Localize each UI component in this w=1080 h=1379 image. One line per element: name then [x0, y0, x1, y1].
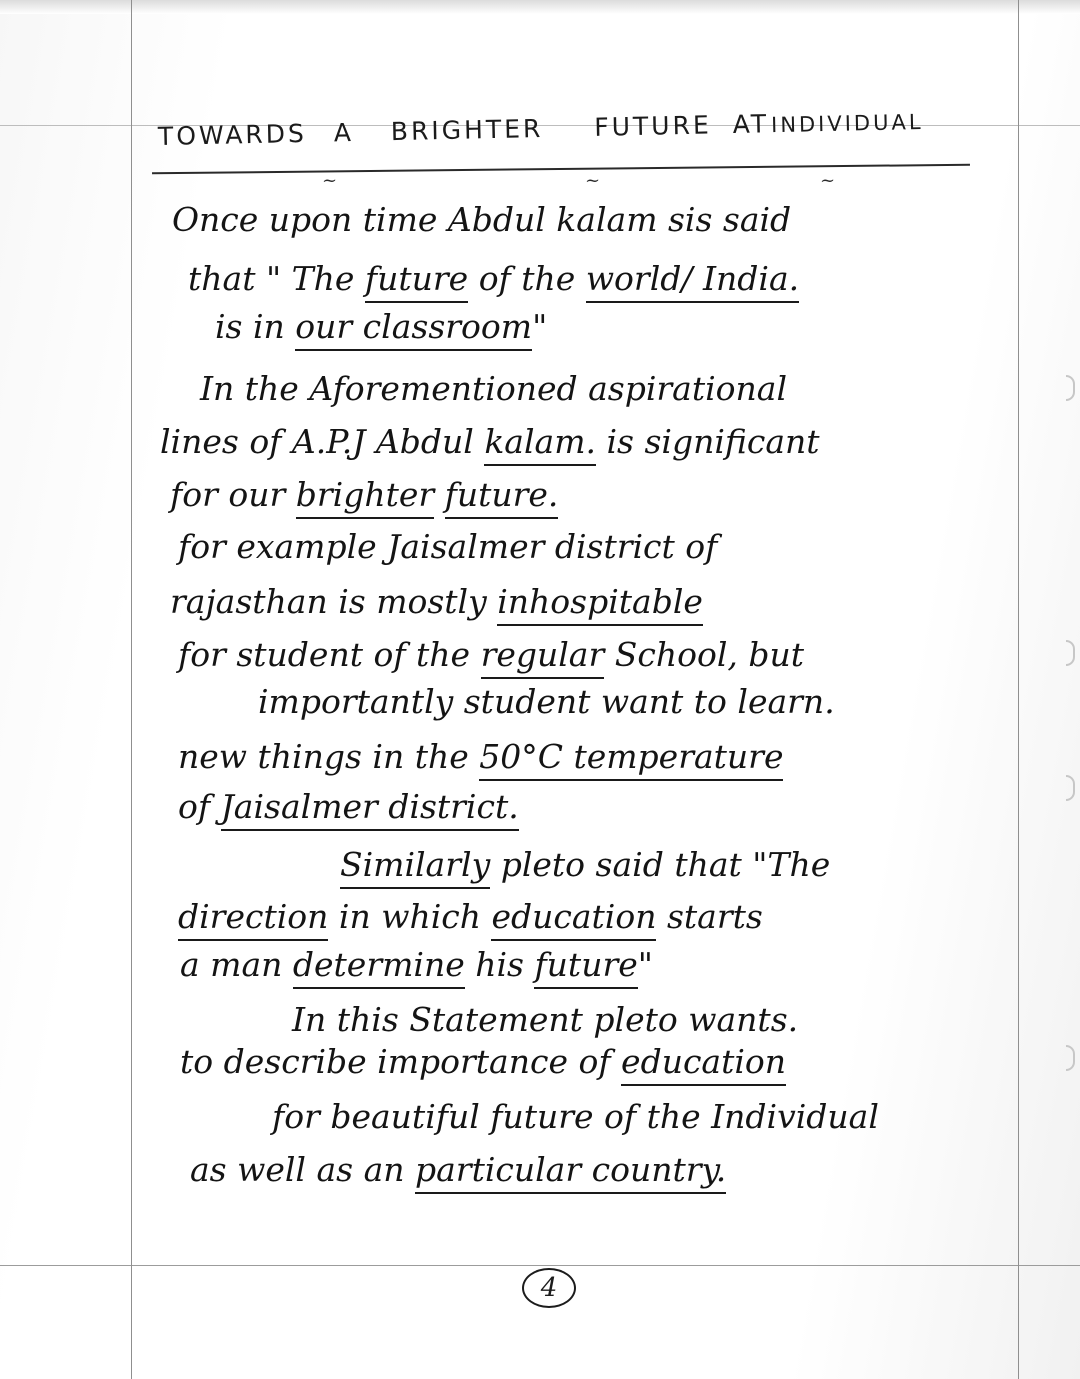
title-word: FUTURE: [593, 110, 712, 142]
text-line: [170, 475, 559, 514]
text-span: is in: [215, 307, 296, 346]
underlined-word: 50°C temperature: [479, 737, 783, 781]
text-span: that " The: [188, 259, 365, 298]
title-underline: [152, 164, 970, 175]
underlined-word: Similarly: [340, 845, 490, 889]
underlined-word: direction: [178, 897, 328, 941]
underlined-word: kalam.: [484, 422, 596, 466]
text-span: of: [178, 787, 221, 826]
text-span: new things in the: [178, 737, 480, 776]
text-span: a man: [180, 945, 293, 984]
title-word: TOWARDS: [157, 118, 308, 151]
underlined-word: determine: [293, 945, 465, 989]
text-line: [190, 1150, 727, 1189]
text-span: is significant: [596, 422, 820, 461]
text-line: [215, 307, 548, 346]
underlined-word: world/ India.: [586, 259, 799, 303]
underline-flourish: ~: [322, 170, 338, 191]
underlined-word: brighter: [296, 475, 434, 519]
left-margin-line: [131, 0, 132, 1379]
text-line: for beautiful future of the Individual: [272, 1097, 879, 1136]
text-line: [178, 897, 763, 936]
right-margin-line: [1018, 0, 1019, 1379]
text-line: [180, 1042, 787, 1081]
text-span: ": [637, 945, 653, 984]
text-line: [188, 259, 800, 298]
underlined-word: inhospitable: [497, 582, 703, 626]
binding-hole-mark: [1066, 775, 1075, 801]
text-span: ": [532, 307, 548, 346]
title-word: BRIGHTER: [390, 113, 544, 147]
text-line: [160, 422, 820, 461]
bottom-ruled-line: [0, 1265, 1080, 1266]
underlined-word: future.: [445, 475, 559, 519]
text-span: [434, 475, 445, 514]
title-word: A: [333, 117, 355, 148]
text-span: his: [464, 945, 535, 984]
binding-hole-mark: [1066, 375, 1075, 401]
text-span: School, but: [604, 635, 804, 674]
underlined-word: our classroom: [295, 307, 532, 351]
text-span: for student of the: [178, 635, 481, 674]
text-line: [178, 787, 519, 826]
text-line: [178, 737, 784, 776]
text-span: rajasthan is mostly: [170, 582, 498, 621]
page-top-shadow: [0, 0, 1080, 14]
title-word: AT: [732, 109, 770, 139]
text-line: importantly student want to learn.: [258, 682, 835, 721]
text-span: lines of A.P.J Abdul: [160, 422, 485, 461]
text-span: to describe importance of: [180, 1042, 622, 1081]
underline-flourish: ~: [820, 170, 836, 191]
title-word: INDIVIDUAL: [770, 109, 924, 138]
text-span: as well as an: [190, 1150, 415, 1189]
text-line: for example Jaisalmer district of: [178, 527, 718, 566]
text-line: [178, 635, 804, 674]
text-line: In the Aforementioned aspirational: [200, 369, 788, 408]
text-line: In this Statement pleto wants.: [292, 1000, 799, 1039]
text-span: for our: [170, 475, 296, 514]
underline-flourish: ~: [585, 170, 601, 191]
page-number-circle: 4: [522, 1268, 576, 1308]
text-span: starts: [656, 897, 763, 936]
underlined-word: future: [365, 259, 468, 303]
text-line: [340, 845, 831, 884]
underlined-word: education: [491, 897, 656, 941]
text-span: in which: [328, 897, 492, 936]
text-line: [180, 945, 653, 984]
essay-title: [158, 106, 924, 151]
underlined-word: Jaisalmer district.: [221, 787, 519, 831]
underlined-word: particular country.: [415, 1150, 726, 1194]
text-line: [170, 582, 703, 621]
binding-hole-mark: [1066, 1045, 1075, 1071]
underlined-word: regular: [481, 635, 605, 679]
text-line: Once upon time Abdul kalam sis said: [172, 200, 792, 239]
underlined-word: future: [534, 945, 637, 989]
underlined-word: education: [621, 1042, 786, 1086]
binding-hole-mark: [1066, 640, 1075, 666]
text-span: pleto said that "The: [490, 845, 831, 884]
text-span: of the: [468, 259, 586, 298]
